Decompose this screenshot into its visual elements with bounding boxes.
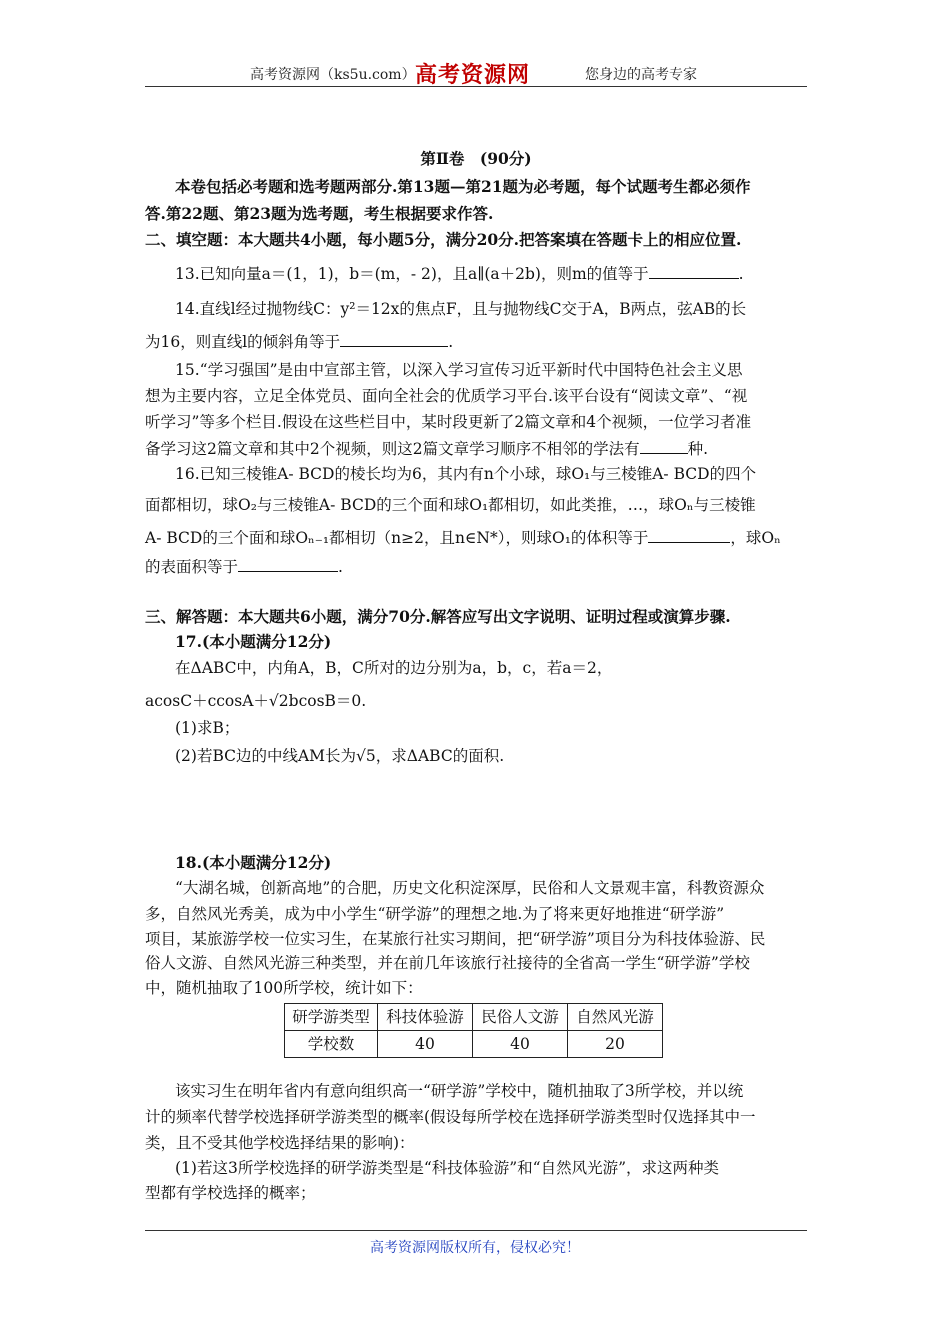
question-16-text-b: ，球Oₙ (730, 529, 781, 547)
question-18-para-line4: 俗人文游、自然风光游三种类型，并在前几年该旅行社接待的全省高一学生“研学游”学校 (145, 954, 750, 972)
answer-blank-13 (649, 262, 739, 279)
table-header-cell: 民俗人文游 (473, 1004, 568, 1031)
section-intro-line1: 本卷包括必考题和选考题两部分.第13题—第21题为必考题，每个试题考生都必须作 (175, 177, 751, 196)
question-18-cond-line1: 该实习生在明年省内有意向组织高一“研学游”学校中，随机抽取了3所学校，并以统 (175, 1082, 744, 1100)
question-15-line2: 想为主要内容，立足全体党员、面向全社会的优质学习平台.该平台设有“阅读文章”、“视 (145, 387, 748, 405)
stats-table (284, 1003, 663, 1058)
header-slogan: 您身边的高考专家 (585, 67, 697, 83)
question-15-line4 (145, 437, 807, 460)
table-header-cell: 科技体验游 (378, 1004, 473, 1031)
table-header-cell: 自然风光游 (568, 1004, 663, 1031)
table-row (285, 1031, 663, 1058)
answer-blank-16b (238, 555, 338, 572)
table-header-row (285, 1004, 663, 1031)
answer-blank-14 (340, 330, 448, 347)
page-header (0, 62, 950, 88)
question-18-part1-line1: (1)若这3所学校选择的研学游类型是“科技体验游”和“自然风光游”，求这两种类 (175, 1159, 720, 1177)
question-18-para-line2: 多，自然风光秀美，成为中小学生“研学游”的理想之地.为了将来更好地推进“研学游” (145, 905, 725, 923)
table-cell: 40 (473, 1031, 568, 1058)
question-15-line1: 15.“学习强国”是由中宣部主管，以深入学习宣传习近平新时代中国特色社会主义思 (175, 361, 743, 379)
question-16-line4 (145, 555, 807, 578)
section-title: 第Ⅱ卷 (90分) (420, 149, 532, 168)
question-14-text: 为16，则直线l的倾斜角等于 (145, 333, 341, 351)
question-17-part1: (1)求B； (175, 719, 240, 737)
question-15-text: 备学习这2篇文章和其中2个视频，则这2篇文章学习顺序不相邻的学法有 (145, 440, 640, 458)
question-18-part1-line2: 型都有学校选择的概率； (145, 1184, 316, 1202)
table-row-label: 学校数 (285, 1031, 378, 1058)
footer-rule (145, 1230, 807, 1231)
question-16-end: . (338, 558, 343, 576)
question-14-end: . (448, 333, 454, 351)
answer-blank-16a (648, 526, 730, 543)
answer-blank-15 (640, 437, 688, 454)
question-17-line2: acosC＋ccosA＋√2bcosB＝0. (145, 692, 367, 710)
header-rule (145, 86, 807, 87)
question-13 (175, 262, 807, 285)
question-18-title: 18.(本小题满分12分) (175, 853, 332, 872)
question-17-line1: 在ΔABC中，内角A，B，C所对的边分别为a，b，c，若a＝2， (175, 659, 613, 677)
question-17-title: 17.(本小题满分12分) (175, 632, 332, 651)
section-intro-line2: 答.第22题、第23题为选考题，考生根据要求作答. (145, 204, 494, 223)
table-cell: 20 (568, 1031, 663, 1058)
question-13-text: 13.已知向量a＝(1，1)，b＝(m，- 2)，且a∥(a＋2b)，则m的值等于 (175, 265, 649, 283)
solve-heading: 三、解答题：本大题共6小题，满分70分.解答应写出文字说明、证明过程或演算步骤. (145, 607, 731, 626)
fill-in-heading: 二、填空题：本大题共4小题，每小题5分，满分20分.把答案填在答题卡上的相应位置. (145, 230, 742, 249)
question-18-cond-line3: 类，且不受其他学校选择结果的影响)： (145, 1134, 415, 1152)
question-18-cond-line2: 计的频率代替学校选择研学游类型的概率(假设每所学校在选择研学游类型时仅选择其中一 (145, 1108, 756, 1126)
question-18-para-line5: 中，随机抽取了100所学校，统计如下： (145, 979, 423, 997)
question-15-end: 种. (687, 440, 709, 458)
question-17-part2: (2)若BC边的中线AM长为√5，求ΔABC的面积. (175, 747, 505, 765)
table-header-cell: 研学游类型 (285, 1004, 378, 1031)
question-16-text-c: 的表面积等于 (145, 558, 239, 576)
question-18-para-line3: 项目，某旅游学校一位实习生，在某旅行社实习期间，把“研学游”项目分为科技体验游、民 (145, 930, 766, 948)
question-16-text-a: A- BCD的三个面和球Oₙ₋₁都相切（n≥2，且n∈N*），则球O₁的体积等于 (145, 529, 649, 547)
question-16-line3 (145, 526, 807, 549)
question-18-para-line1: “大湖名城，创新高地”的合肥，历史文化积淀深厚，民俗和人文景观丰富，科教资源众 (175, 879, 765, 897)
site-logo: 高考资源网 (415, 62, 531, 88)
table-cell: 40 (378, 1031, 473, 1058)
question-14-line1: 14.直线l经过抛物线C：y²＝12x的焦点F，且与抛物线C交于A，B两点，弦AB的长 (175, 300, 747, 318)
question-16-line1: 16.已知三棱锥A- BCD的棱长均为6，其内有n个小球，球O₁与三棱锥A- BCD的四个 (175, 465, 757, 483)
footer-copyright: 高考资源网版权所有，侵权必究！ (370, 1240, 580, 1256)
question-13-end: . (738, 265, 744, 283)
question-14-line2 (145, 330, 807, 353)
question-16-line2: 面都相切，球O₂与三棱锥A- BCD的三个面和球O₁都相切，如此类推，…，球Oₙ与三棱锥 (145, 496, 756, 514)
question-15-line3: 听学习”等多个栏目.假设在这些栏目中，某时段更新了2篇文章和4个视频，一位学习者准 (145, 413, 752, 431)
header-site-name: 高考资源网（ks5u.com） (250, 67, 416, 83)
